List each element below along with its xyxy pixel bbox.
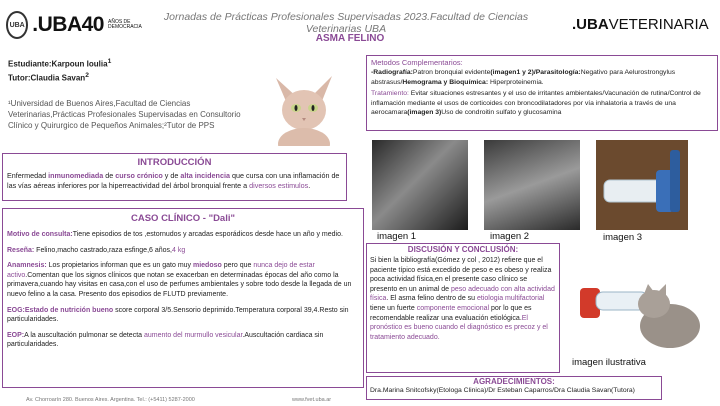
case-highlight: 4 kg xyxy=(171,246,186,254)
case-resena xyxy=(7,246,359,256)
treatment-image-ref: (imagen 3) xyxy=(407,109,442,116)
case-eog xyxy=(7,306,359,325)
acknowledgements-text: Dra.Marina Snitcofsky(Etologa Clinica)/Dr Esteban Caparros/Dra Claudia Savan(Tutora) xyxy=(370,387,635,394)
discussion-highlight: componente emocional xyxy=(416,304,490,312)
uba-veterinaria-logo-bold: .UBA xyxy=(572,16,609,33)
tutor-sup: 2 xyxy=(85,71,89,79)
affiliation: ¹Universidad de Buenos Aires,Facultad de Ciencias Veterinarias,Prácticas Profesionales Supervisadas en Consultorio Clínico y Quirurgico de Pequeños Animales;²Tutor de PPS xyxy=(8,99,241,130)
case-value: pero que xyxy=(221,262,254,270)
intro-text xyxy=(3,168,346,194)
uba-veterinaria-logo xyxy=(572,16,709,33)
methods-text xyxy=(367,67,717,88)
case-highlight: aumento del murmullo vesicular xyxy=(143,331,243,339)
case-label: Anamnesis: xyxy=(7,262,47,270)
discussion-highlight: peso adecuado con alta actividad física xyxy=(370,285,555,303)
methods-value: Hiperproteinemia. xyxy=(488,78,544,86)
intro-text-part: y de xyxy=(162,171,181,180)
aerochamber-image xyxy=(596,140,688,230)
footer-website: www.fvet.uba.ar xyxy=(292,397,332,403)
intro-text-part: . xyxy=(308,181,311,190)
poster-title: ASMA FELINO xyxy=(315,33,385,44)
uba40-logo xyxy=(6,8,142,42)
uba40-logo-subtext: AÑOS DE DEMOCRACIA xyxy=(108,19,142,30)
case-highlight: Estado de nutrición bueno xyxy=(24,306,114,314)
intro-highlight: curso crónico xyxy=(115,171,163,180)
discussion-text-part: Si bien la bibliografía(Gómez y col , 2012) refiere que el paciente típico está excedido de peso e es obeso y realiza poca actividad física,en el presente caso clínico se presento en un animal de xyxy=(370,257,552,293)
case-value: .Comentan que los signos clínicos que notan se exacerban en determinadas épocas del año como la primavera,cuando hay visitas en casa,con el uso de perfumes ambientales y sobre todo desde la llegada de un nuevo felino a la casa. Presento dos episodios de FLUTD previamente. xyxy=(7,271,352,298)
methods-label: -Radiografía: xyxy=(371,69,413,76)
case-highlight: miedoso xyxy=(193,262,222,270)
case-highlight: nunca dejo de estar activo xyxy=(7,262,315,279)
discussion-highlight: etiologia multifactorial xyxy=(477,295,545,303)
intro-highlight: alta incidencia xyxy=(180,171,230,180)
case-label: EOG: xyxy=(7,306,25,314)
case-eop xyxy=(7,331,359,350)
image-2-caption: imagen 2 xyxy=(490,231,530,242)
case-label: EOP: xyxy=(7,331,25,339)
methods-title: Metodos Complementarios: xyxy=(371,58,463,67)
intro-highlight: inmunomediada xyxy=(48,171,104,180)
authors xyxy=(8,56,258,83)
intro-text-part: Enfermedad xyxy=(7,171,49,180)
xray-image-1 xyxy=(372,140,468,230)
tutor-name: Tutor:Claudia Savan xyxy=(8,73,86,83)
methods-value: Negativo para Aelurostrongylus abstrasus/ xyxy=(371,69,676,86)
illustrative-image-caption: imagen ilustrativa xyxy=(572,357,646,368)
xray-image-2 xyxy=(484,140,580,230)
discussion-text-part: por lo que es recomendable realizar una evaluación etiológica. xyxy=(370,304,532,322)
intro-section xyxy=(2,153,347,201)
case-value: score corporal 3/5.Sensorio deprimido.Temperatura corporal 39,4.Resto sin particularidades. xyxy=(7,306,349,324)
case-value: Tiene episodios de tos ,estornudos y arcadas esporádicos desde hace un año y medio. xyxy=(72,231,343,238)
case-value: A la auscultación pulmonar se detecta xyxy=(24,331,144,339)
sphynx-cat-photo xyxy=(258,58,350,146)
intro-title: INTRODUCCIÓN xyxy=(137,157,212,168)
intro-highlight: diversos estimulos xyxy=(249,181,309,190)
event-title: Jornadas de Prácticas Profesionales Supervisadas 2023.Facultad de Ciencias Veterinarias UBA xyxy=(163,11,529,35)
case-anamnesis xyxy=(7,261,359,299)
discussion-highlight: El pronóstico es bueno cuando el diagnóstico es precoz y el tratamiento adecuado. xyxy=(370,314,548,341)
discussion-text-part: tiene un fuerte xyxy=(370,304,417,312)
methods-label: Hemograma y Bioquímica: xyxy=(402,78,489,86)
uba40-logo-text: .UBA40 xyxy=(32,13,104,36)
case-label: Motivo de consulta: xyxy=(7,231,73,238)
image-1-caption: imagen 1 xyxy=(377,231,417,242)
discussion-text-part: . El asma felino dentro de su xyxy=(386,295,478,303)
student-name: Estudiante:Karpoun Ioulia xyxy=(8,59,108,69)
case-motivo xyxy=(7,230,359,240)
student-sup: 1 xyxy=(107,58,112,65)
methods-image-ref: (imagen1 y 2) xyxy=(490,69,534,76)
case-label: Reseña: xyxy=(7,246,35,254)
treatment-label: Tratamiento: xyxy=(371,90,409,97)
image-3-caption: imagen 3 xyxy=(603,232,643,243)
illustrative-cat-inhaler-image xyxy=(574,268,706,356)
uba-seal-icon: UBA xyxy=(6,11,28,39)
methods-value: Patron bronquial evidente xyxy=(412,69,491,76)
treatment-value: Uso de condroitin sulfato y glucosamina xyxy=(441,109,562,116)
case-value: Los propietarios informan que es un gato muy xyxy=(46,262,193,270)
methods-section xyxy=(366,55,718,131)
uba-veterinaria-logo-text: VETERINARIA xyxy=(608,16,709,33)
intro-text-part: de xyxy=(103,171,116,180)
discussion-section xyxy=(366,243,560,373)
footer-address: Av. Chorroarín 280. Buenos Aires. Argentina. Tel.: (+5411) 5287-2000 xyxy=(26,397,195,403)
acknowledgements-section xyxy=(366,376,662,400)
student-line xyxy=(8,56,258,70)
discussion-title: DISCUSIÓN Y CONCLUSIÓN: xyxy=(407,245,519,254)
case-text xyxy=(3,230,363,350)
case-section xyxy=(2,208,364,388)
case-value: .Auscultación cardiaca sin particularidades. xyxy=(7,331,324,349)
treatment-value: Evitar situaciones estresantes y el uso de irritantes ambientales/Vacunación de rutina/Control de inflamación mediante el usos de corticoides con broncodilatadores por vía inhalatoria a través de una aerocamara xyxy=(371,90,701,116)
intro-text-part: que cursa con una inflamación de las vías aéreas inferiores por la hiperreactividad del árbol bronquial frente a xyxy=(7,171,340,190)
acknowledgements-title: AGRADECIMIENTOS: xyxy=(473,377,555,386)
case-title: CASO CLÍNICO - "Dali" xyxy=(130,213,235,224)
methods-label: /Parasitología: xyxy=(533,69,581,76)
treatment-text xyxy=(367,88,717,119)
discussion-text xyxy=(367,254,559,344)
case-value: Felino,macho castrado,raza esfinge,6 años, xyxy=(34,246,172,254)
tutor-line xyxy=(8,70,258,84)
